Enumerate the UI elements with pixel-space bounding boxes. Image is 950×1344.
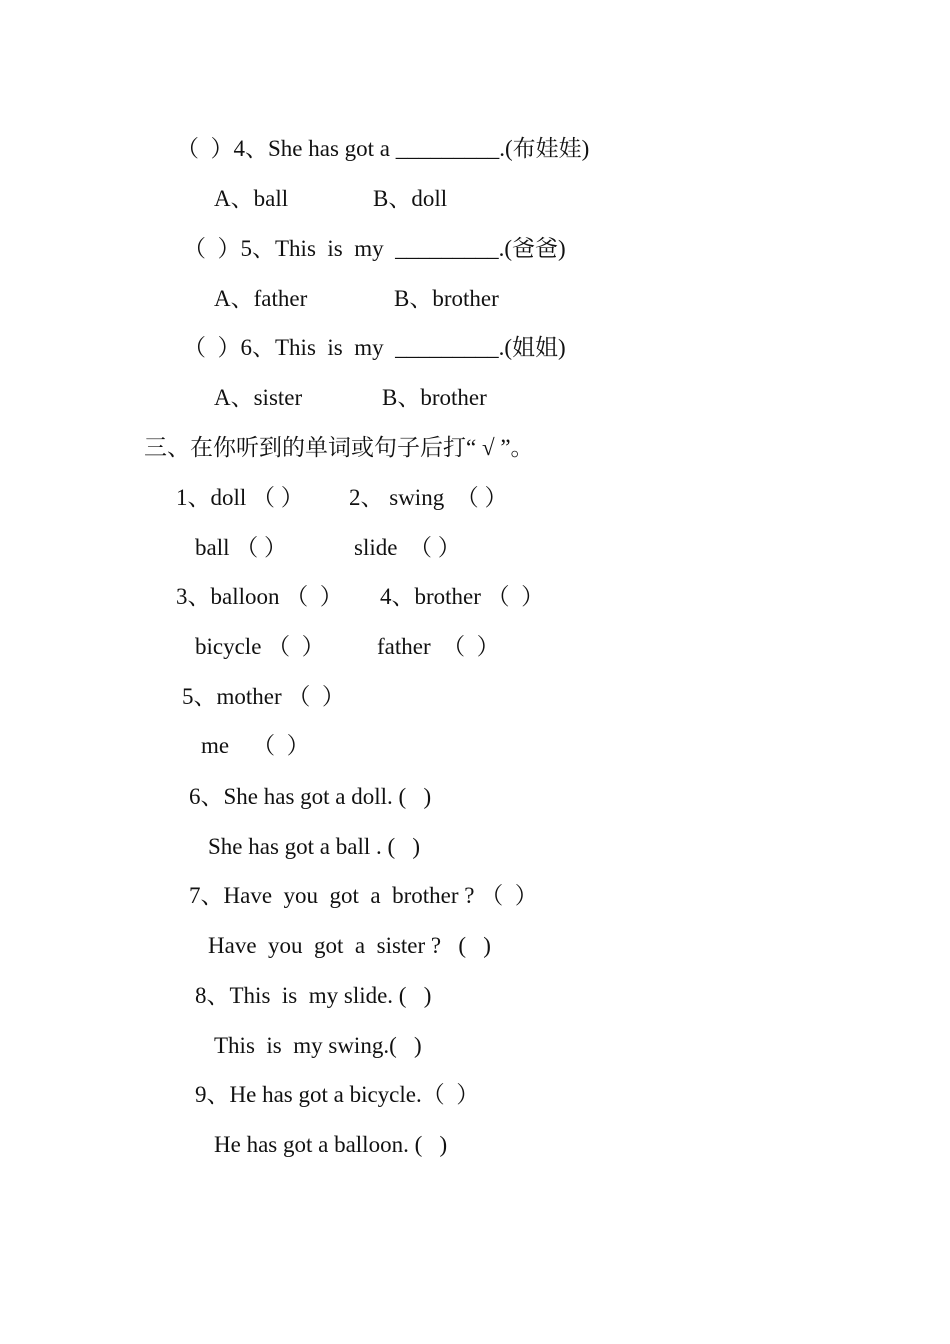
listen-item-4a: 4、brother （ ） <box>380 584 545 609</box>
question-4-option-a: A、ball <box>214 186 289 211</box>
question-5-option-a: A、father <box>214 286 308 311</box>
listen-item-5a: 5、mother （ ） <box>182 684 345 709</box>
listen-item-9a: 9、He has got a bicycle.（ ） <box>195 1082 480 1107</box>
listen-item-6a: 6、She has got a doll. ( ) <box>189 784 432 809</box>
section-3-heading: 三、在你听到的单词或句子后打“ √ ”。 <box>144 435 534 460</box>
listen-item-1b: ball （ ） <box>195 535 287 560</box>
listen-item-7a: 7、Have you got a brother ? （ ） <box>189 883 538 908</box>
listen-item-2b: slide （ ） <box>354 535 461 560</box>
listen-item-8b: This is my swing.( ) <box>214 1033 422 1058</box>
listen-item-7b: Have you got a sister ? ( ) <box>208 933 491 958</box>
listen-item-3a: 3、balloon （ ） <box>176 584 343 609</box>
question-4-option-b: B、doll <box>373 186 448 211</box>
listen-item-6b: She has got a ball . ( ) <box>208 834 421 859</box>
listen-item-4b: father （ ） <box>377 634 500 659</box>
listen-item-5b: me （ ） <box>201 733 310 758</box>
question-5-stem: （ ）5、This is my _________.(爸爸) <box>183 236 566 261</box>
listen-item-8a: 8、This is my slide. ( ) <box>195 983 432 1008</box>
question-6-stem: （ ）6、This is my _________.(姐姐) <box>183 335 566 360</box>
question-6-option-b: B、brother <box>382 385 487 410</box>
listen-item-9b: He has got a balloon. ( ) <box>214 1132 448 1157</box>
question-6-option-a: A、sister <box>214 385 303 410</box>
listen-item-3b: bicycle （ ） <box>195 634 325 659</box>
question-4-stem: （ ）4、She has got a _________.(布娃娃) <box>176 136 590 161</box>
listen-item-2a: 2、 swing （ ） <box>349 485 508 510</box>
question-5-option-b: B、brother <box>394 286 499 311</box>
listen-item-1a: 1、doll （ ） <box>176 485 304 510</box>
